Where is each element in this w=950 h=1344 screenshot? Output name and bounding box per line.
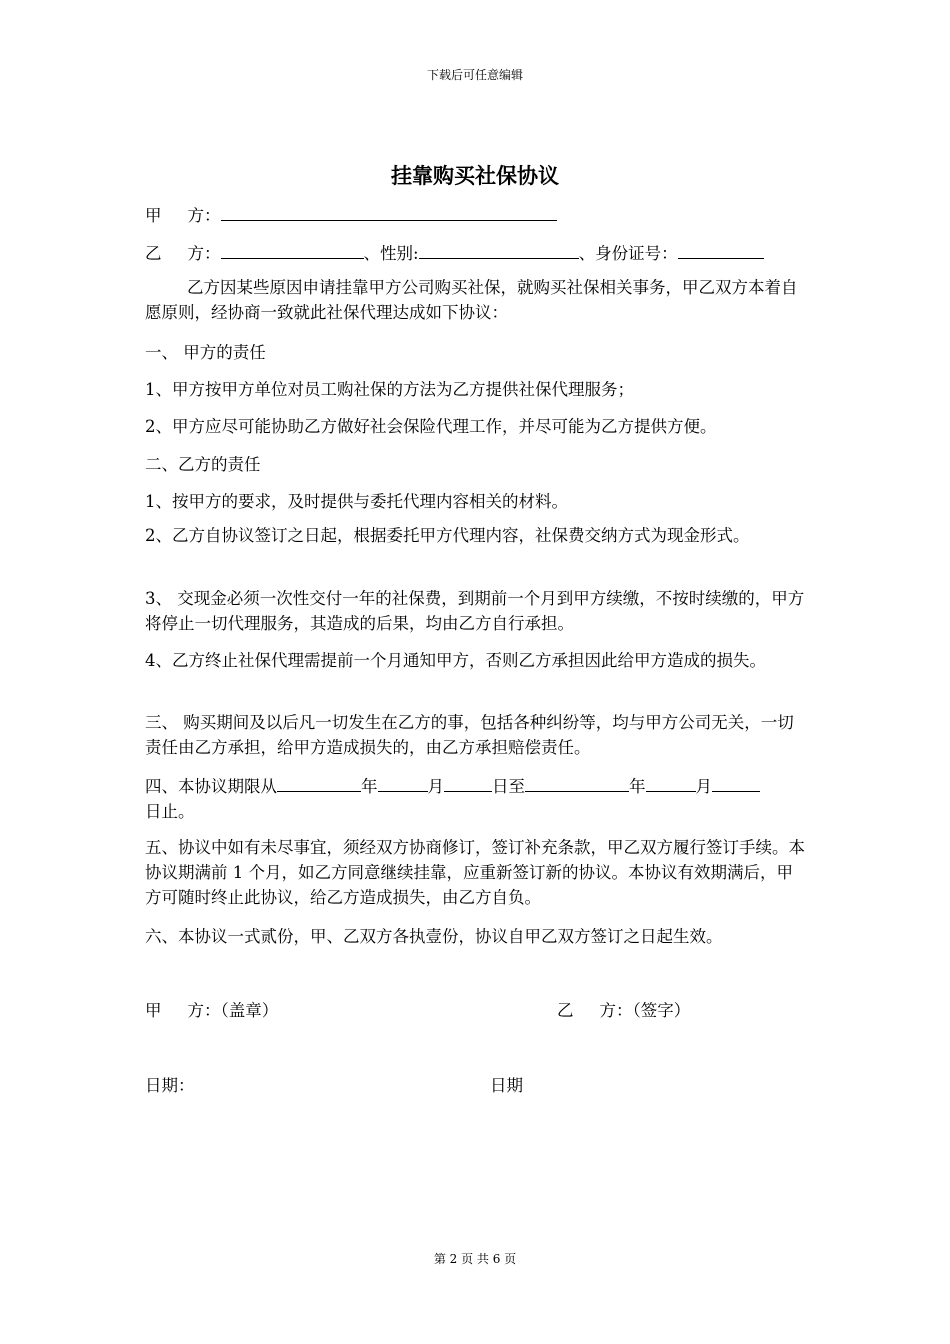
end-year-blank[interactable] <box>525 773 629 792</box>
id-number-blank[interactable] <box>678 240 764 259</box>
section-1-item-1: 1、甲方按甲方单位对员工购社保的方法为乙方提供社保代理服务； <box>145 380 634 399</box>
page-header: 下载后可任意编辑 <box>426 68 523 82</box>
sign-a-label-1: 甲 <box>145 1001 162 1020</box>
party-b-label-2: 方： <box>187 244 221 263</box>
party-a-blank[interactable] <box>221 202 557 221</box>
section-4-paragraph <box>145 773 807 824</box>
party-a-label-2: 方： <box>187 206 221 225</box>
sign-a-label-2: 方：（盖章） <box>187 1001 279 1020</box>
party-b-line <box>145 240 764 264</box>
end-month-blank[interactable] <box>646 773 696 792</box>
end-day-blank[interactable] <box>712 773 760 792</box>
id-number-label: 、身份证号： <box>578 244 678 263</box>
term-prefix: 四、本协议期限从 <box>145 777 277 796</box>
document-title: 挂靠购买社保协议 <box>391 163 559 188</box>
section-2-item-1: 1、按甲方的要求，及时提供与委托代理内容相关的材料。 <box>145 492 568 511</box>
section-2-item-2: 2、乙方自协议签订之日起，根据委托甲方代理内容，社保费交纳方式为现金形式。 <box>145 526 750 545</box>
section-2-item-4: 4、乙方终止社保代理需提前一个月通知甲方，否则乙方承担因此给甲方造成的损失。 <box>145 651 766 670</box>
sign-b-label-1: 乙 <box>557 1001 574 1020</box>
page-footer: 第 2 页 共 6 页 <box>433 1252 517 1266</box>
gender-blank[interactable] <box>419 240 579 259</box>
start-month-blank[interactable] <box>378 773 428 792</box>
section-5-paragraph: 五、协议中如有未尽事宜，须经双方协商修订，签订补充条款，甲乙双方履行签订手续。本协议期满前 1 个月，如乙方同意继续挂靠，应重新签订新的协议。本协议有效期满后，甲方可随时终止此协议，给乙方造成损失，由乙方自负。 <box>145 838 805 907</box>
sign-party-a <box>145 997 278 1021</box>
day-to-label: 日至 <box>492 777 525 796</box>
gender-label: 、性别: <box>363 244 419 263</box>
section-2-item-3: 3、 交现金必须一次性交付一年的社保费，到期前一个月到甲方续缴，不按时续缴的，甲方将停止一切代理服务，其造成的后果，均由乙方自行承担。 <box>145 589 805 633</box>
end-year-label: 年 <box>629 777 646 796</box>
date-party-a: 日期： <box>145 1076 195 1095</box>
start-month-label: 月 <box>427 777 444 796</box>
party-b-label-1: 乙 <box>145 244 162 263</box>
sign-b-label-2: 方：（签字） <box>599 1001 691 1020</box>
start-year-blank[interactable] <box>277 773 361 792</box>
section-1-title: 一、 甲方的责任 <box>145 343 266 362</box>
date-party-b: 日期 <box>490 1076 523 1095</box>
section-1-item-2: 2、甲方应尽可能协助乙方做好社会保险代理工作，并尽可能为乙方提供方便。 <box>145 417 717 436</box>
section-3-paragraph: 三、 购买期间及以后凡一切发生在乙方的事，包括各种纠纷等，均与甲方公司无关，一切责任由乙方承担，给甲方造成损失的，由乙方承担赔偿责任。 <box>145 713 794 757</box>
start-year-label: 年 <box>361 777 378 796</box>
section-6-paragraph: 六、本协议一式贰份，甲、乙双方各执壹份，协议自甲乙双方签订之日起生效。 <box>145 927 723 946</box>
party-a-label-1: 甲 <box>145 206 162 225</box>
party-b-name-blank[interactable] <box>221 240 364 259</box>
start-day-blank[interactable] <box>444 773 492 792</box>
section-2-title: 二、乙方的责任 <box>145 455 261 474</box>
term-end: 日止。 <box>145 802 195 821</box>
intro-paragraph: 乙方因某些原因申请挂靠甲方公司购买社保，就购买社保相关事务，甲乙双方本着自愿原则，经协商一致就此社保代理达成如下协议： <box>145 278 798 322</box>
end-month-label: 月 <box>695 777 712 796</box>
sign-party-b <box>557 997 690 1021</box>
party-a-line <box>145 202 557 226</box>
